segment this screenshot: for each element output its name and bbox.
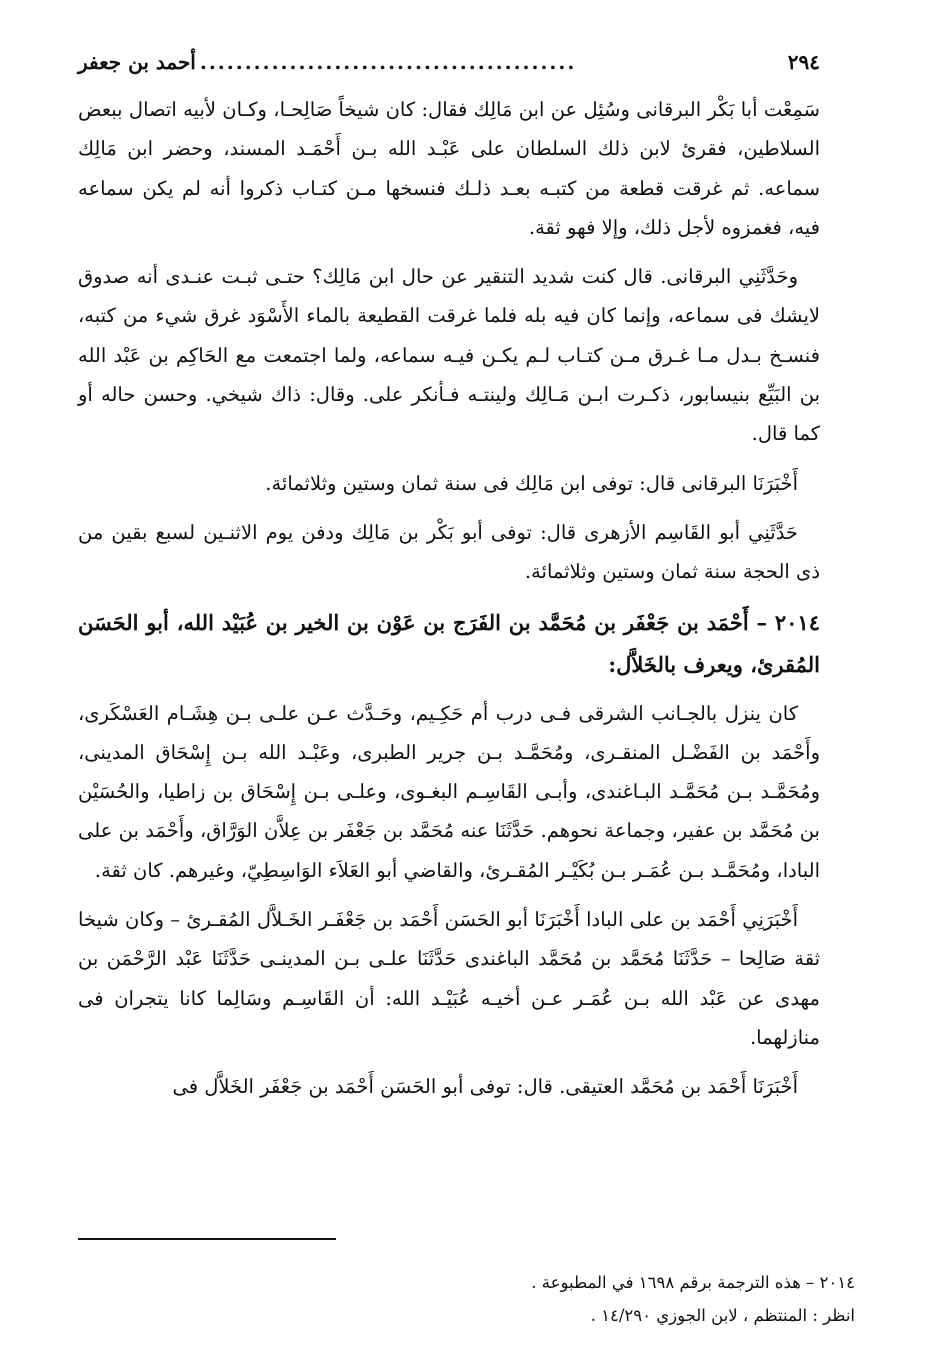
footnote-1: ٢٠١٤ – هذه الترجمة برقم ١٦٩٨ في المطبوعة . [531, 1273, 855, 1292]
entry-paragraph-3: أَخْبَرَنَا أَحْمَد بن مُحَمَّد العتيقى. قال: توفى أبو الحَسَن أَحْمَد بن جَعْفَر الخَلاَّل فى [172, 1075, 798, 1099]
entry-paragraph-2: أَخْبَرَنِي أَحْمَد بن على البادا أَخْبَرَنَا أبو الحَسَن أَحْمَد بن جَعْفَـر الخَـلاَّل المُقـرئ – وكان شيخا ثقة صَالِحا – حَدَّثَنَا مُحَمَّد بن مُحَمَّد الباغندى حَدَّثَنَا علـى بـن المدينـى حَدَّثَنَا عَبْد الرَّحْمَن بن مهدى عن عَبْد الله بـن عُمَـر عـن أخيـه عُبَيْـد الله: أن القَاسِـم وسَالِما كانا يتجران فى منازلهما. [78, 908, 820, 1049]
paragraph-1: سَمِعْت أبا بَكْر البرقانى وسُئِل عن ابن مَالِك فقال: كان شيخاً صَالِحـا، وكـان لأبيه اتصال ببعض السلاطين، فقرئ لابن ذلك السلطان على عَبْـد الله بـن أَحْمَـد المسند، وحضر ابن مَالِك سماعه. ثم غرقت قطعة من كتبـه بعـد ذلـك فنسخها مـن كتـاب ذكروا أنه لم يكن سماعه فيه، فغمزوه لأجل ذلك، وإلا فهو ثقة. [78, 98, 820, 239]
running-head [78, 50, 820, 90]
running-head-title: أحمد بن جعفر [78, 50, 196, 74]
page-number: ٢٩٤ [787, 50, 820, 74]
paragraph-4: حَدَّثَنِي أبو القَاسِم الأزهرى قال: توفى أبو بَكْر بن مَالِك ودفن يوم الاثنـين لسبع بقين من ذى الحجة سنة ثمان وستين وثلاثمائة. [78, 520, 820, 584]
footnotes [113, 1266, 855, 1332]
footnote-2: انظر : المنتظم ، لابن الجوزي ١٤/٢٩٠ . [590, 1306, 855, 1325]
page-body [78, 50, 820, 1117]
footnote-divider [78, 1238, 336, 1240]
running-head-dots: .......................................... [199, 50, 577, 74]
paragraph-2: وحَدَّثَنِي البرقانى. قال كنت شديد التنقير عن حال ابن مَالِك؟ حتـى ثبـت عنـدى أنه صدوق لايشك فى سماعه، وإنما كان فيه بله فلما غرقت القطيعة بالماء الأَسْوَد غرق شيء من كتبه، فنسـخ بـدل مـا غـرق مـن كتـاب لـم يكـن فيـه سماعه، ولما اجتمعت مع الحَاكِم بن عَبْد الله بن البَيِّع بنيسابور، ذكـرت ابـن مَـالِك ولينتـه فـأنكر على. وقال: ذاك شيخي. وحسن حاله أو كما قال. [78, 265, 820, 446]
entry-title: ٢٠١٤ – أَحْمَد بن جَعْفَر بن مُحَمَّد بن الفَرَج بن عَوْن بن الخير بن عُبَيْد الله، أبو الحَسَن المُقرئ، ويعرف بالخَلاَّل: [78, 609, 820, 677]
paragraph-3: أَخْبَرَنَا البرقانى قال: توفى ابن مَالِك فى سنة ثمان وستين وثلاثمائة. [265, 471, 798, 495]
entry-paragraph-1: كان ينزل بالجـانب الشرقى فـى درب أم حَكِـيم، وحَـدَّث عـن علـى بـن هِشَـام العَسْكَرى، وأَحْمَد بن الفَضْـل المنقـرى، ومُحَمَّـد بـن جرير الطبرى، وعَبْـد الله بـن إِسْحَاق المدينى، ومُحَمَّـد بـن مُحَمَّـد البـاغندى، وأبـى القَاسِـم البغـوى، وعلـى بـن إِسْحَاق بن زاطيا، والحُسَيْن بن مُحَمَّد بن عفير، وجماعة نحوهم. حَدَّثَنَا عنه مُحَمَّد بن جَعْفَر بن عِلاَّن الوَرَّاق، وأَحْمَد بن على البادا، ومُحَمَّـد بـن عُمَـر بـن بُكَيْـر المُقـرئ، والقاضي أبو العَلاَء الوَاسِطِيّ، وغيرهم. كان ثقة. [78, 701, 820, 882]
running-head-title-group [78, 50, 576, 74]
